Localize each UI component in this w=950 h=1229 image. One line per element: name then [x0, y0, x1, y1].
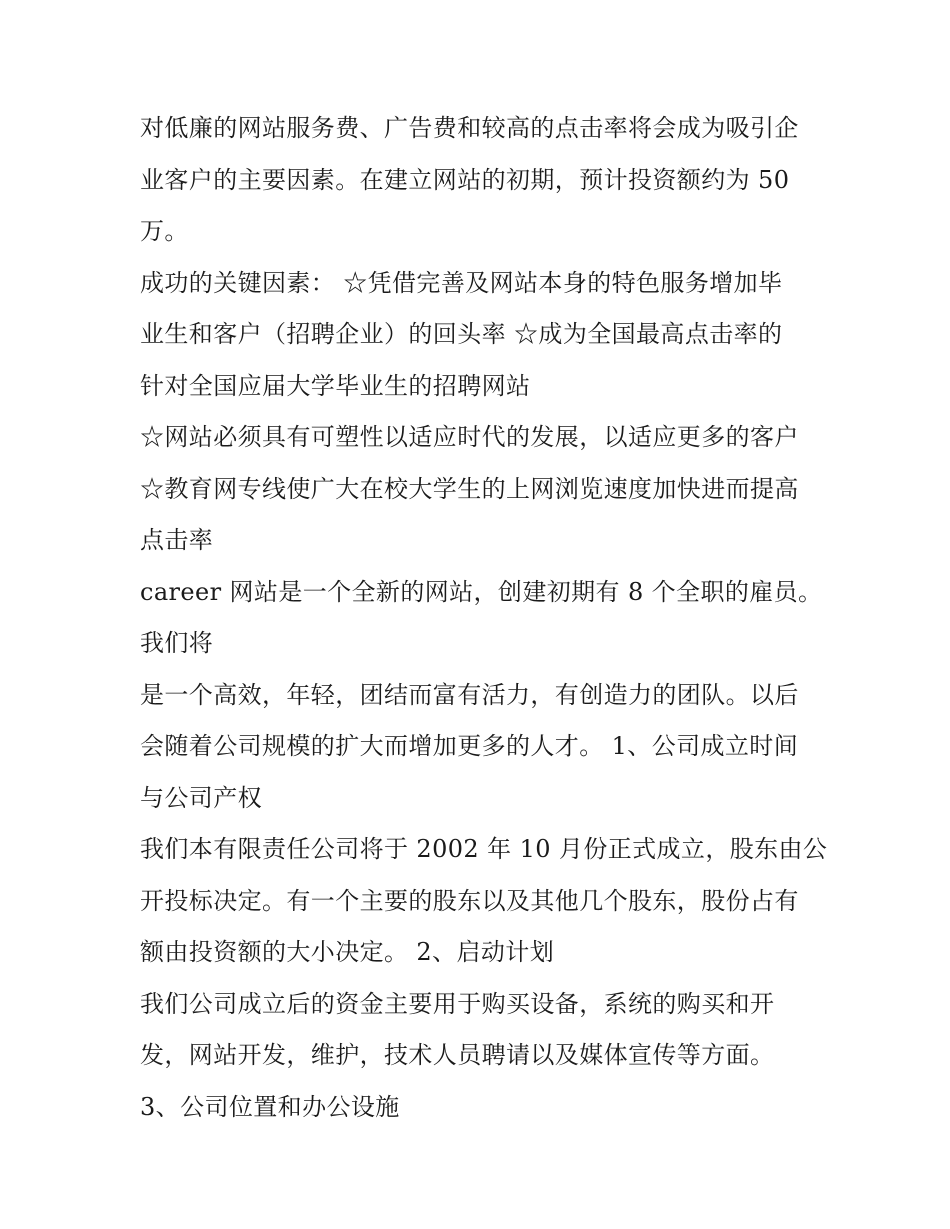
text-line: 成功的关键因素： ☆凭借完善及网站本身的特色服务增加毕 [140, 268, 783, 297]
text-line: 与公司产权 [140, 783, 262, 812]
text-line: ☆教育网专线使广大在校大学生的上网浏览速度加快进而提高 [140, 474, 799, 503]
text-line: 会随着公司规模的扩大而增加更多的人才。 1、公司成立时间 [140, 732, 799, 760]
text-line: 我们本有限责任公司将于 2002 年 10 月份正式成立，股东由公 [140, 835, 828, 863]
text-line: 点击率 [140, 526, 214, 554]
text-line: 发，网站开发，维护，技术人员聘请以及媒体宣传等方面。 [140, 1041, 775, 1069]
text-line: 对低廉的网站服务费、广告费和较高的点击率将会成为吸引企 [140, 114, 799, 142]
text-line: 业客户的主要因素。在建立网站的初期，预计投资额约为 50 [140, 165, 790, 194]
text-line: ☆网站必须具有可塑性以适应时代的发展，以适应更多的客户 [140, 423, 799, 451]
text-line: 我们公司成立后的资金主要用于购买设备，系统的购买和开 [140, 989, 775, 1018]
text-line: 针对全国应届大学毕业生的招聘网站 [140, 371, 531, 400]
text-line: career 网站是一个全新的网站，创建初期有 8 个全职的雇员。 [140, 577, 823, 606]
text-line: 是一个高效，年轻，团结而富有活力，有创造力的团队。以后 [140, 680, 799, 709]
document-body [140, 103, 828, 1133]
text-line: 我们将 [140, 629, 214, 657]
text-line: 万。 [140, 217, 189, 245]
text-line: 3、公司位置和办公设施 [140, 1092, 400, 1121]
text-line: 额由投资额的大小决定。 2、启动计划 [140, 938, 555, 966]
text-line: 开投标决定。有一个主要的股东以及其他几个股东，股份占有 [140, 886, 799, 915]
text-line: 业生和客户（招聘企业）的回头率 ☆成为全国最高点击率的 [140, 320, 783, 348]
